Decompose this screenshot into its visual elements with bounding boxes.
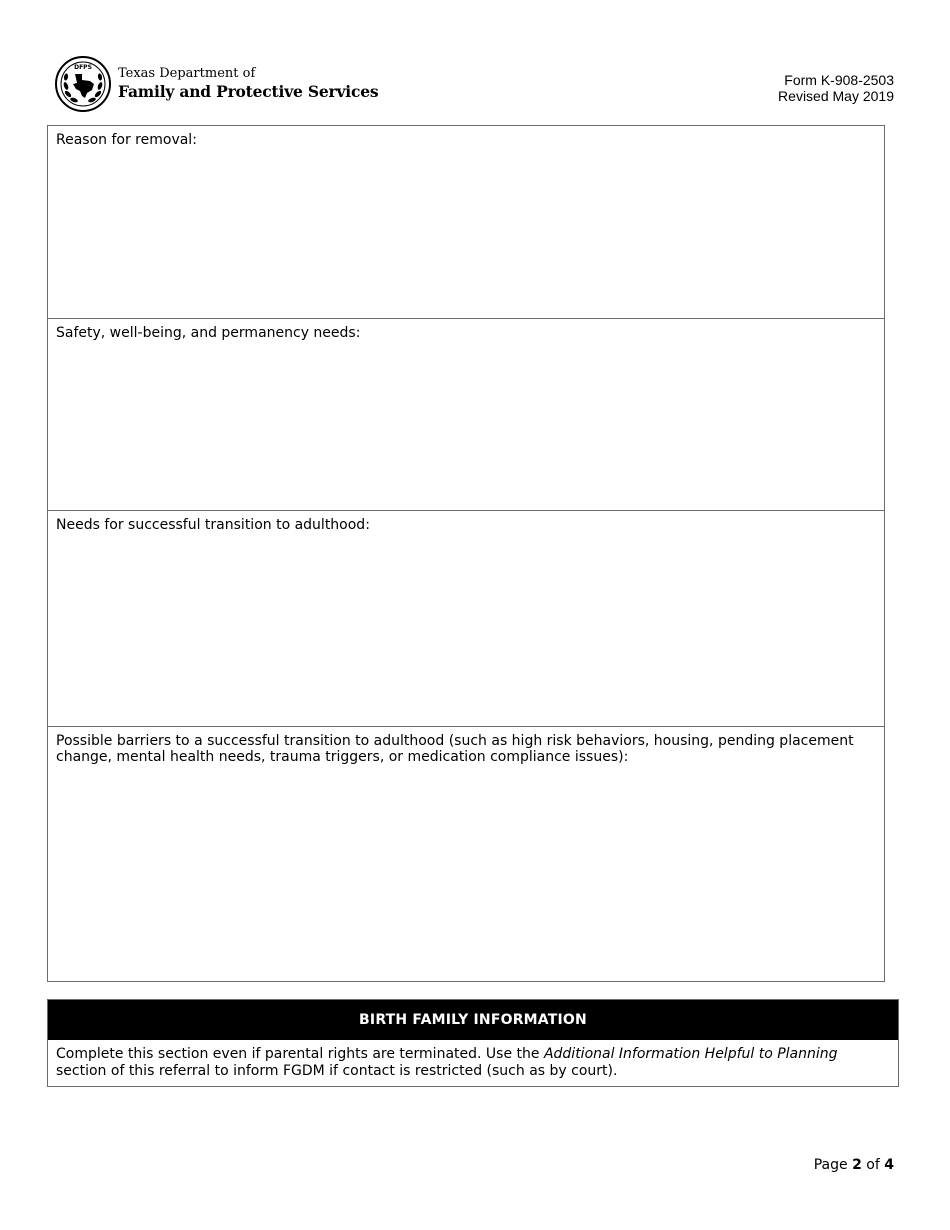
transition-needs-label: Needs for successful transition to adulthood: (56, 517, 370, 533)
safety-wellbeing-label: Safety, well-being, and permanency needs: (56, 325, 361, 341)
instructions-text-start: Complete this section even if parental rights are terminated. Use the (56, 1046, 544, 1062)
page-word: Page (813, 1157, 848, 1173)
transition-barriers-label: Possible barriers to a successful transition to adulthood (such as high risk behaviors, housing, pending placement change, mental health needs, trauma triggers, or medication compliance issues): (56, 733, 854, 765)
needs-assessment-box (47, 125, 885, 982)
page-number (814, 1157, 894, 1173)
dfps-seal-logo (55, 56, 111, 112)
form-number: Form K-908-2503 (784, 72, 894, 88)
transition-needs-field[interactable] (48, 510, 884, 727)
page-total: 4 (884, 1157, 894, 1173)
reason-for-removal-label: Reason for removal: (56, 132, 197, 148)
agency-name-line2: Family and Protective Services (118, 82, 379, 101)
page-of: of (866, 1157, 880, 1173)
form-revision: Revised May 2019 (778, 88, 894, 104)
birth-family-section (47, 999, 899, 1087)
instructions-text-end: section of this referral to inform FGDM if contact is restricted (such as by court). (56, 1063, 618, 1079)
safety-wellbeing-field[interactable] (48, 318, 884, 511)
instructions-text-italic: Additional Information Helpful to Planning (543, 1046, 838, 1062)
birth-family-instructions (48, 1040, 898, 1086)
birth-family-heading: BIRTH FAMILY INFORMATION (48, 1000, 898, 1040)
agency-name-line1: Texas Department of (118, 66, 256, 81)
transition-barriers-field[interactable] (48, 726, 884, 981)
page-current: 2 (852, 1157, 862, 1173)
svg-text:DFPS: DFPS (74, 64, 92, 71)
reason-for-removal-field[interactable] (48, 126, 884, 319)
page-header (0, 0, 950, 120)
agency-name (118, 66, 378, 101)
form-identifier (778, 72, 894, 104)
